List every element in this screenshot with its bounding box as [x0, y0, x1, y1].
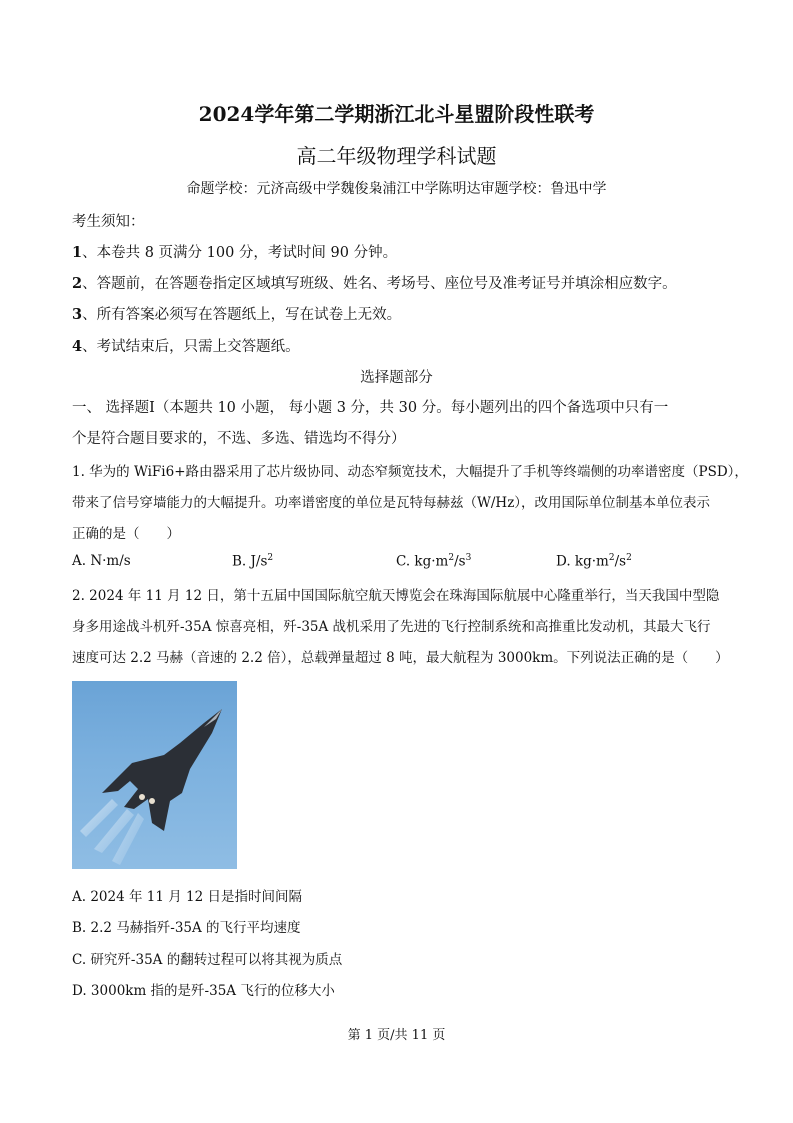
q1-option-a: A. N·m/s [72, 553, 131, 569]
q1-option-c-base: C. kg·m [396, 553, 449, 570]
notice-item-1-text: 、本卷共 8 页满分 100 分，考试时间 90 分钟。 [82, 245, 398, 261]
q1-option-c-sup1: 2 [448, 553, 455, 563]
notice-item-2 [72, 272, 677, 293]
notice-item-4-text: 、考试结束后，只需上交答题纸。 [82, 339, 300, 355]
q1-option-d [556, 553, 632, 570]
notice-item-2-text: 、答题前，在答题卷指定区域填写班级、姓名、考场号、座位号及准考证号并填涂相应数字。 [82, 276, 677, 292]
q1-stem-line1: 1. 华为的 WiFi6+路由器采用了芯片级协同、动态窄频宽技术，大幅提升了手机等终端侧的功率谱密度（PSD）， [72, 464, 748, 480]
exam-subtitle: 高二年级物理学科试题 [296, 144, 497, 168]
q1-option-d-sup1: 2 [608, 553, 615, 563]
q2-option-c: C. 研究歼-35A 的翻转过程可以将其视为质点 [72, 952, 343, 968]
q1-option-b-base: B. J/s [232, 553, 268, 570]
q1-option-c-mid: /s [454, 553, 466, 570]
q1-option-c-sup2: 3 [465, 553, 472, 563]
q2-stem-line1: 2. 2024 年 11 月 12 日，第十五届中国国际航空航天博览会在珠海国际航展中心隆重举行，当天我国中型隐 [72, 588, 720, 604]
notice-item-2-num: 2 [72, 275, 83, 292]
notice-item-1-num: 1 [72, 244, 83, 261]
q1-option-d-base: D. kg·m [556, 553, 609, 570]
section-title: 选择题部分 [360, 370, 433, 386]
q2-option-a: A. 2024 年 11 月 12 日是指时间间隔 [72, 889, 303, 905]
notice-item-1 [72, 241, 397, 262]
q1-stem-line2: 带来了信号穿墙能力的大幅提升。功率谱密度的单位是瓦特每赫兹（W/Hz），改用国际单位制基本单位表示 [72, 495, 711, 511]
notice-heading: 考生须知： [72, 214, 145, 230]
fighter-jet-photo [72, 681, 237, 869]
notice-item-4-num: 4 [72, 338, 83, 355]
notice-item-3-num: 3 [72, 306, 83, 323]
part-instructions-line2: 个是符合题目要求的，不选、多选、错选均不得分） [72, 431, 406, 447]
q1-option-b-sup: 2 [267, 553, 274, 563]
fighter-jet-icon [72, 681, 237, 869]
notice-item-4 [72, 335, 300, 356]
q2-option-d: D. 3000km 指的是歼-35A 飞行的位移大小 [72, 983, 335, 999]
exam-title [0, 98, 793, 127]
q2-option-b: B. 2.2 马赫指歼-35A 的飞行平均速度 [72, 920, 301, 936]
exam-title-year: 2024 [198, 102, 255, 126]
page-footer: 第 1 页/共 11 页 [347, 1028, 446, 1043]
q1-option-d-sup2: 2 [626, 553, 632, 563]
exam-authors: 命题学校：元济高级中学魏俊枭浦江中学陈明达审题学校：鲁迅中学 [186, 181, 607, 197]
notice-item-3-text: 、所有答案必须写在答题纸上，写在试卷上无效。 [82, 307, 402, 323]
notice-item-3 [72, 303, 401, 324]
q1-option-d-mid: /s [614, 553, 627, 570]
exam-title-rest: 学年第二学期浙江北斗星盟阶段性联考 [254, 102, 595, 126]
q1-option-c [396, 553, 471, 570]
q1-option-b [232, 553, 273, 570]
q2-stem-line3: 速度可达 2.2 马赫（音速的 2.2 倍），总载弹量超过 8 吨，最大航程为 3000km。下列说法正确的是（ ） [72, 650, 729, 666]
part-instructions-line1: 一、 选择题Ⅰ（本题共 10 小题， 每小题 3 分，共 30 分。每小题列出的四个备选项中只有一 [72, 400, 669, 416]
q2-stem-line2: 身多用途战斗机歼-35A 惊喜亮相，歼-35A 战机采用了先进的飞行控制系统和高推重比发动机，其最大飞行 [72, 619, 711, 635]
q1-stem-line3: 正确的是（ ） [72, 526, 180, 542]
